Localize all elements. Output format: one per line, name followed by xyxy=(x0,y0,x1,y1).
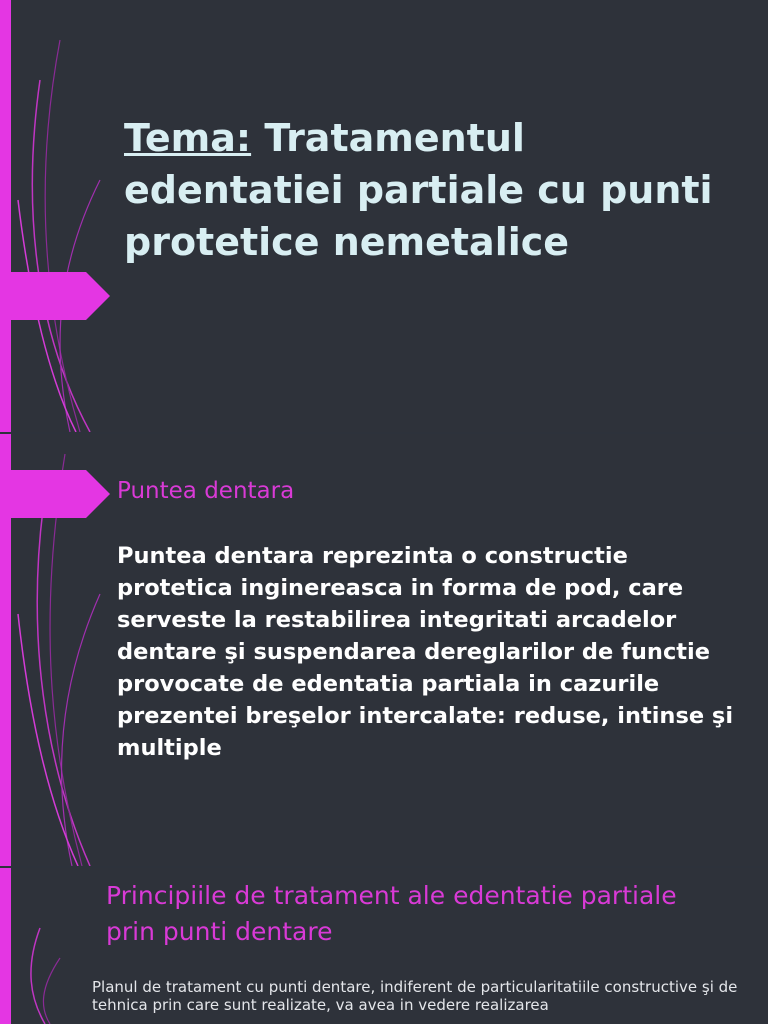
accent-bar xyxy=(0,868,11,1024)
section-heading: Puntea dentara xyxy=(117,478,295,504)
accent-bar xyxy=(0,0,11,432)
decorative-curves xyxy=(0,0,120,432)
slide-2 xyxy=(0,434,768,866)
section-body: Puntea dentara reprezinta o constructie protetica inginereasca in forma de pod, care serveste la restabilirea integritati arcadelor dentare şi suspendarea dereglarilor de functie provocate de edentatia partiala in cazurile prezentei breşelor intercalate: reduse, intinse şi multiple xyxy=(117,543,734,761)
title-prefix: Tema: xyxy=(124,116,252,160)
section-heading: Principiile de tratament ale edentatie partiale prin punti dentare xyxy=(106,881,677,946)
slide-3 xyxy=(0,868,768,1024)
section-body: Planul de tratament cu punti dentare, indiferent de particularitatiile constructive şi de tehnica prin care sunt realizate, va avea in vedere realizarea xyxy=(92,978,738,1014)
slide-title xyxy=(124,112,744,268)
title-text: Tratamentul edentatiei partiale cu punti protetice nemetalice xyxy=(124,116,713,264)
slide-1 xyxy=(0,0,768,432)
